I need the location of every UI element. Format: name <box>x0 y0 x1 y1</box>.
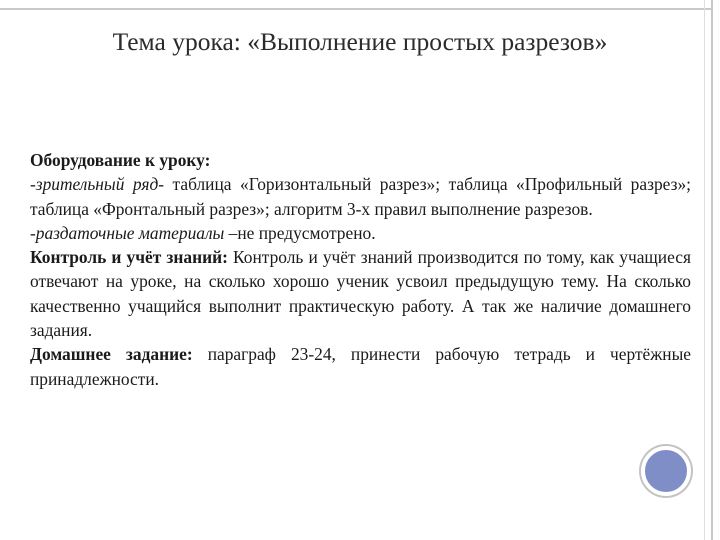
frame-top-line <box>0 8 712 10</box>
visual-series-text: таблица «Горизонтальный разрез»; таблица «Профильный разрез»; таблица «Фронтальный разрез»; алгоритм 3-х правил выполнение разрезов. <box>30 174 691 219</box>
slide-title: Тема урока: «Выполнение простых разрезов» <box>112 27 608 56</box>
visual-series-label: -зрительный ряд- <box>30 174 165 195</box>
homework-heading: Домашнее задание: <box>30 344 193 365</box>
control-paragraph <box>30 245 691 342</box>
slide-body <box>30 148 691 391</box>
equipment-heading: Оборудование к уроку: <box>30 150 211 170</box>
control-text: Контроль и учёт знаний производится по тому, как учащиеся отвечают на уроке, на сколько хорошо ученик усвоил предыдущую тему. На сколько качественно учащийся выполнит практическую работу. А так же наличие домашнего задания. <box>30 247 691 341</box>
handout-label: -раздаточные материалы <box>30 222 225 243</box>
frame-right-inner-line <box>704 0 705 540</box>
handout-text: –не предусмотрено. <box>224 222 376 243</box>
homework-text: параграф 23-24, принести рабочую тетрадь и чертёжные принадлежности. <box>30 344 691 389</box>
decorative-circle <box>641 446 691 496</box>
equipment-handout-paragraph <box>30 221 691 245</box>
equipment-visual-paragraph <box>30 172 691 221</box>
equipment-heading-line <box>30 148 691 172</box>
homework-paragraph <box>30 342 691 391</box>
frame-right-line <box>711 0 713 540</box>
control-heading: Контроль и учёт знаний: <box>30 247 228 268</box>
